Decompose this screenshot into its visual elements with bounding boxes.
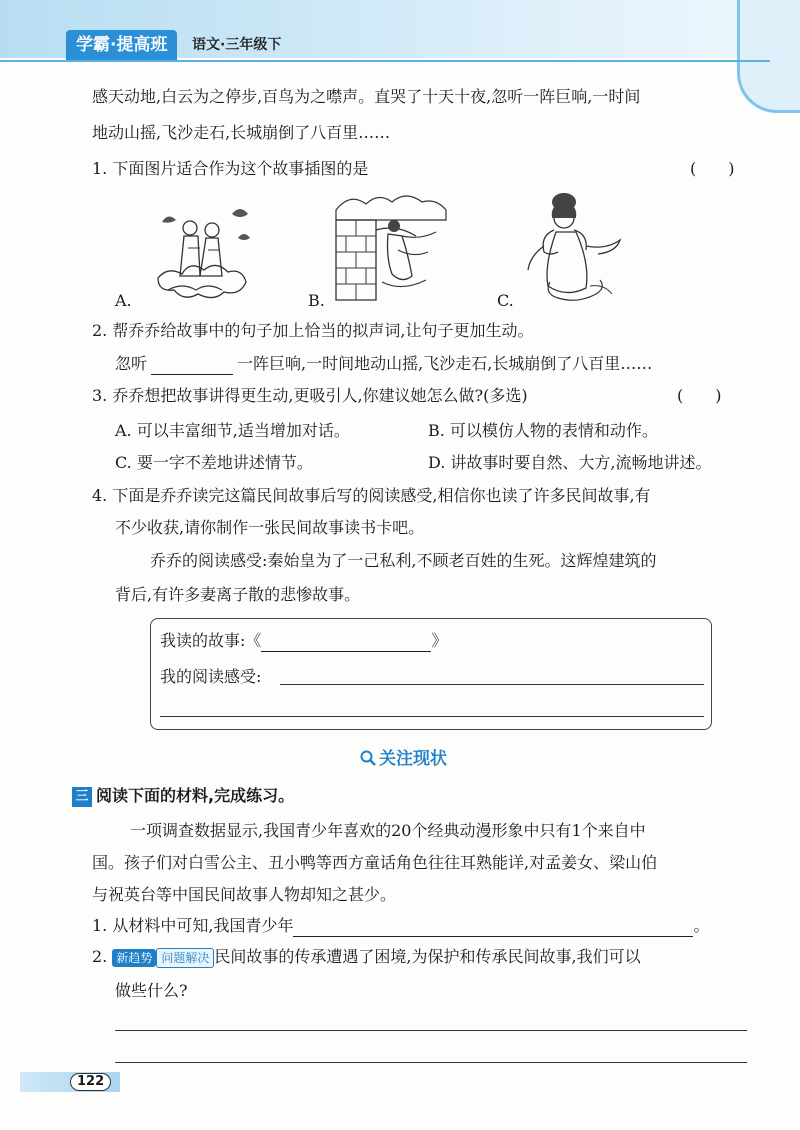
question-4-line-1: 4. 下面是乔乔读完这篇民间故事后写的阅读感受,相信你也读了许多民间故事,有: [92, 486, 651, 505]
material-line-3: 与祝英台等中国民间故事人物却知之甚少。: [92, 885, 397, 904]
question-3-answer-paren[interactable]: ( ): [677, 386, 722, 405]
question-3-option-c[interactable]: C. 要一字不差地讲述情节。: [115, 453, 313, 472]
illustration-c-maiden[interactable]: [520, 186, 626, 304]
question-4-line-2: 不少收获,请你制作一张民间故事读书卡吧。: [115, 518, 425, 537]
card-feel-line-2[interactable]: [160, 716, 704, 717]
card-story-close: 》: [431, 631, 448, 650]
card-story-row: [160, 630, 447, 652]
page-number: 122: [70, 1073, 111, 1091]
magnifier-icon: [360, 750, 376, 766]
question-2-prefix: 忽听: [115, 354, 148, 373]
page-header: [0, 0, 800, 70]
new-trend-badge: 新趋势: [112, 949, 156, 967]
illustration-b-great-wall[interactable]: [332, 190, 450, 305]
part-3-question-2-num: 2.: [92, 947, 108, 966]
brand-tab: 学霸·提高班: [66, 30, 177, 60]
story-line-2: 地动山摇,飞沙走石,长城崩倒了八百里……: [92, 123, 391, 142]
part-3-question-1-blank[interactable]: [293, 918, 693, 937]
card-feel-label: 我的阅读感受:: [160, 667, 262, 686]
card-story-label: 我读的故事:《: [160, 631, 262, 650]
part-3-question-2: [92, 946, 641, 968]
subject-label: 语文·三年级下: [192, 37, 282, 53]
part-3-question-1-text: 1. 从材料中可知,我国青少年: [92, 916, 294, 935]
header-rule: [0, 60, 770, 62]
question-3-option-a[interactable]: A. 可以丰富细节,适当增加对话。: [115, 421, 350, 440]
sample-feeling-line-1: 乔乔的阅读感受:秦始皇为了一己私利,不顾老百姓的生死。这辉煌建筑的: [150, 551, 657, 570]
question-1-answer-paren[interactable]: ( ): [690, 159, 735, 178]
question-1-text: 1. 下面图片适合作为这个故事插图的是: [92, 159, 369, 178]
question-3-option-b[interactable]: B. 可以模仿人物的表情和动作。: [428, 421, 658, 440]
sample-feeling-line-2: 背后,有许多妻离子散的悲惨故事。: [115, 585, 361, 604]
part-3-question-1: [92, 915, 709, 937]
story-line-1: 感天动地,白云为之停步,百鸟为之噤声。直哭了十天十夜,忽听一阵巨响,一时间: [92, 87, 641, 106]
material-line-2: 国。孩子们对白雪公主、丑小鸭等西方童话角色往往耳熟能详,对孟姜女、梁山伯: [92, 853, 658, 872]
question-2-sentence: [115, 353, 652, 375]
part-3-heading: [72, 785, 294, 807]
answer-line-2[interactable]: [115, 1062, 747, 1063]
illustration-a-butterfly-lovers[interactable]: [148, 198, 258, 306]
story-title-blank[interactable]: [261, 633, 431, 652]
part-3-question-2-text: 民间故事的传承遭遇了困境,为保护和传承民间故事,我们可以: [214, 947, 641, 966]
option-a-label: A.: [115, 291, 132, 310]
question-2-suffix: 一阵巨响,一时间地动山摇,飞沙走石,长城崩倒了八百里……: [237, 354, 653, 373]
option-b-label: B.: [308, 291, 325, 310]
question-2-text: 2. 帮乔乔给故事中的句子加上恰当的拟声词,让句子更加生动。: [92, 321, 534, 340]
part-3-number-box: 三: [72, 787, 92, 807]
question-3-option-d[interactable]: D. 讲故事时要自然、大方,流畅地讲述。: [428, 453, 712, 472]
problem-solving-badge: 问题解决: [156, 948, 214, 968]
option-c-label: C.: [497, 291, 514, 310]
card-feel-line-1[interactable]: [280, 684, 704, 685]
section-title: [360, 744, 447, 769]
part-3-question-1-end: 。: [693, 916, 710, 935]
answer-line-1[interactable]: [115, 1030, 747, 1031]
part-3-title: 阅读下面的材料,完成练习。: [96, 786, 295, 805]
header-corner-decoration: [737, 0, 800, 113]
onomatopoeia-blank[interactable]: [151, 356, 233, 375]
section-title-text: 关注现状: [379, 749, 447, 769]
material-line-1: 一项调查数据显示,我国青少年喜欢的20个经典动漫形象中只有1个来自中: [130, 821, 646, 840]
part-3-question-2-line-2: 做些什么?: [115, 981, 188, 1000]
question-3-text: 3. 乔乔想把故事讲得更生动,更吸引人,你建议她怎么做?(多选): [92, 386, 528, 405]
